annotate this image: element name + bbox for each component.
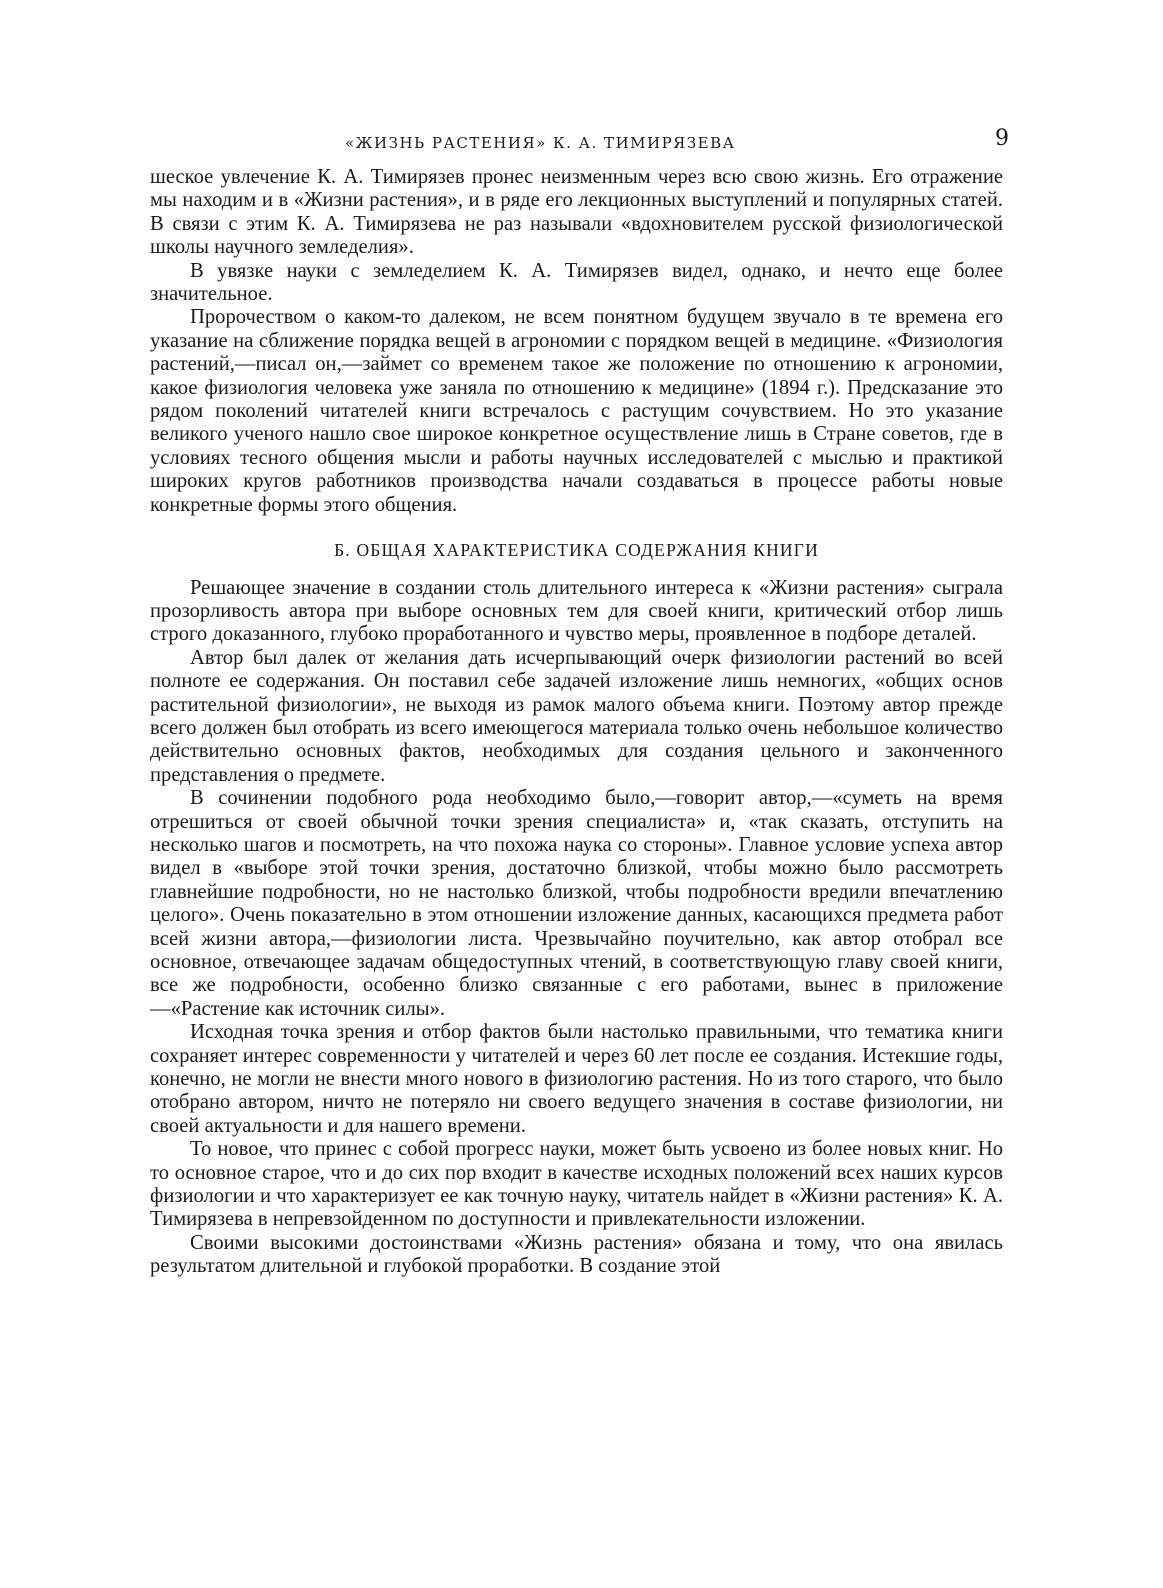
paragraph: В увязке науки с земледелием К. А. Тимирязев видел, однако, и нечто еще более значительное. xyxy=(150,259,1003,306)
main-text xyxy=(150,166,1003,1279)
page-number: 9 xyxy=(995,126,1009,151)
paragraph: Пророчеством о каком-то далеком, не всем понятном будущем звучало в те времена его указание на сближение порядка вещей в агрономии с порядком вещей в медицине. «Физиология растений,—писал он,—займет со временем такое же положение по отношению к агрономии, какое физиология человека уже заняла по отношению к медицине» (1894 г.). Предсказание это рядом поколений читателей книги встречалось с растущим сочувствием. Но это указание великого ученого нашло свое широкое конкретное осуществление лишь в Стране советов, где в условиях тесного общения мысли и работы научных исследователей с мыслью и практикой широких кругов работников производства начали создаваться в процессе работы новые конкретные формы этого общения. xyxy=(150,306,1003,516)
section-heading: Б. ОБЩАЯ ХАРАКТЕРИСТИКА СОДЕРЖАНИЯ КНИГИ xyxy=(334,540,819,561)
paragraph: Исходная точка зрения и отбор фактов были настолько правильными, что тематика книги сохраняет интерес современности у читателей и через 60 лет после ее создания. Истекшие годы, конечно, не могли не внести много нового в физиологию растения. Но из того старого, что было отобрано автором, ничто не потеряло ни своего ведущего значения в составе физиологии, ни своей актуальности и для нашего времени. xyxy=(150,1021,1003,1137)
paragraph: шеское увлечение К. А. Тимирязев пронес неизменным через всю свою жизнь. Его отражение мы находим и в «Жизни растения», и в ряде его лекционных выступлений и популярных статей. В связи с этим К. А. Тимирязева не раз называли «вдохновителем русской физиологической школы научного земледелия». xyxy=(150,166,1003,259)
paragraph: То новое, что принес с собой прогресс науки, может быть усвоено из более новых книг. Но то основное старое, что и до сих пор входит в качестве исходных положений всех наших курсов физиологии и что характеризует ее как точную науку, читатель найдет в «Жизни растения» К. А. Тимирязева в непревзойденном по доступности и привлекательности изложении. xyxy=(150,1138,1003,1231)
running-header xyxy=(150,120,1009,156)
running-title: «ЖИЗНЬ РАСТЕНИЯ» К. А. ТИМИРЯЗЕВА xyxy=(345,134,736,152)
paragraph: Решающее значение в создании столь длительного интереса к «Жизни растения» сыграла прозорливость автора при выборе основных тем для своей книги, критический отбор лишь строго доказанного, глубоко проработанного и чувство меры, проявленное в подборе деталей. xyxy=(150,576,1003,646)
paragraph: Своими высокими достоинствами «Жизнь растения» обязана и тому, что она явилась результатом длительной и глубокой проработки. В создание этой xyxy=(150,1231,1003,1278)
paragraph: Автор был далек от желания дать исчерпывающий очерк физиологии растений во всей полноте ее содержания. Он поставил себе задачей изложение лишь немногих, «общих основ растительной физиологии», не выходя из рамок малого объема книги. Поэтому автор прежде всего должен был отобрать из всего имеющегося материала только очень небольшое количество действительно основных фактов, необходимых для создания цельного и законченного представления о предмете. xyxy=(150,646,1003,786)
paragraph: В сочинении подобного рода необходимо было,—говорит автор,—«суметь на время отрешиться от своей обычной точки зрения специалиста» и, «так сказать, отступить на несколько шагов и посмотреть, на что похожа наука со стороны». Главное условие успеха автор видел в «выборе этой точки зрения, достаточно близкой, чтобы можно было рассмотреть главнейшие подробности, но не настолько близкой, чтобы подробности вредили впечатлению целого». Очень показательно в этом отношении изложение данных, касающихся предмета работ всей жизни автора,—физиологии листа. Чрезвычайно поучительно, как автор отобрал все основное, отвечающее задачам общедоступных чтений, в соответствующую главу своей книги, все же подробности, особенно близко связанные с его работами, вынес в приложение—«Растение как источник силы». xyxy=(150,787,1003,1020)
